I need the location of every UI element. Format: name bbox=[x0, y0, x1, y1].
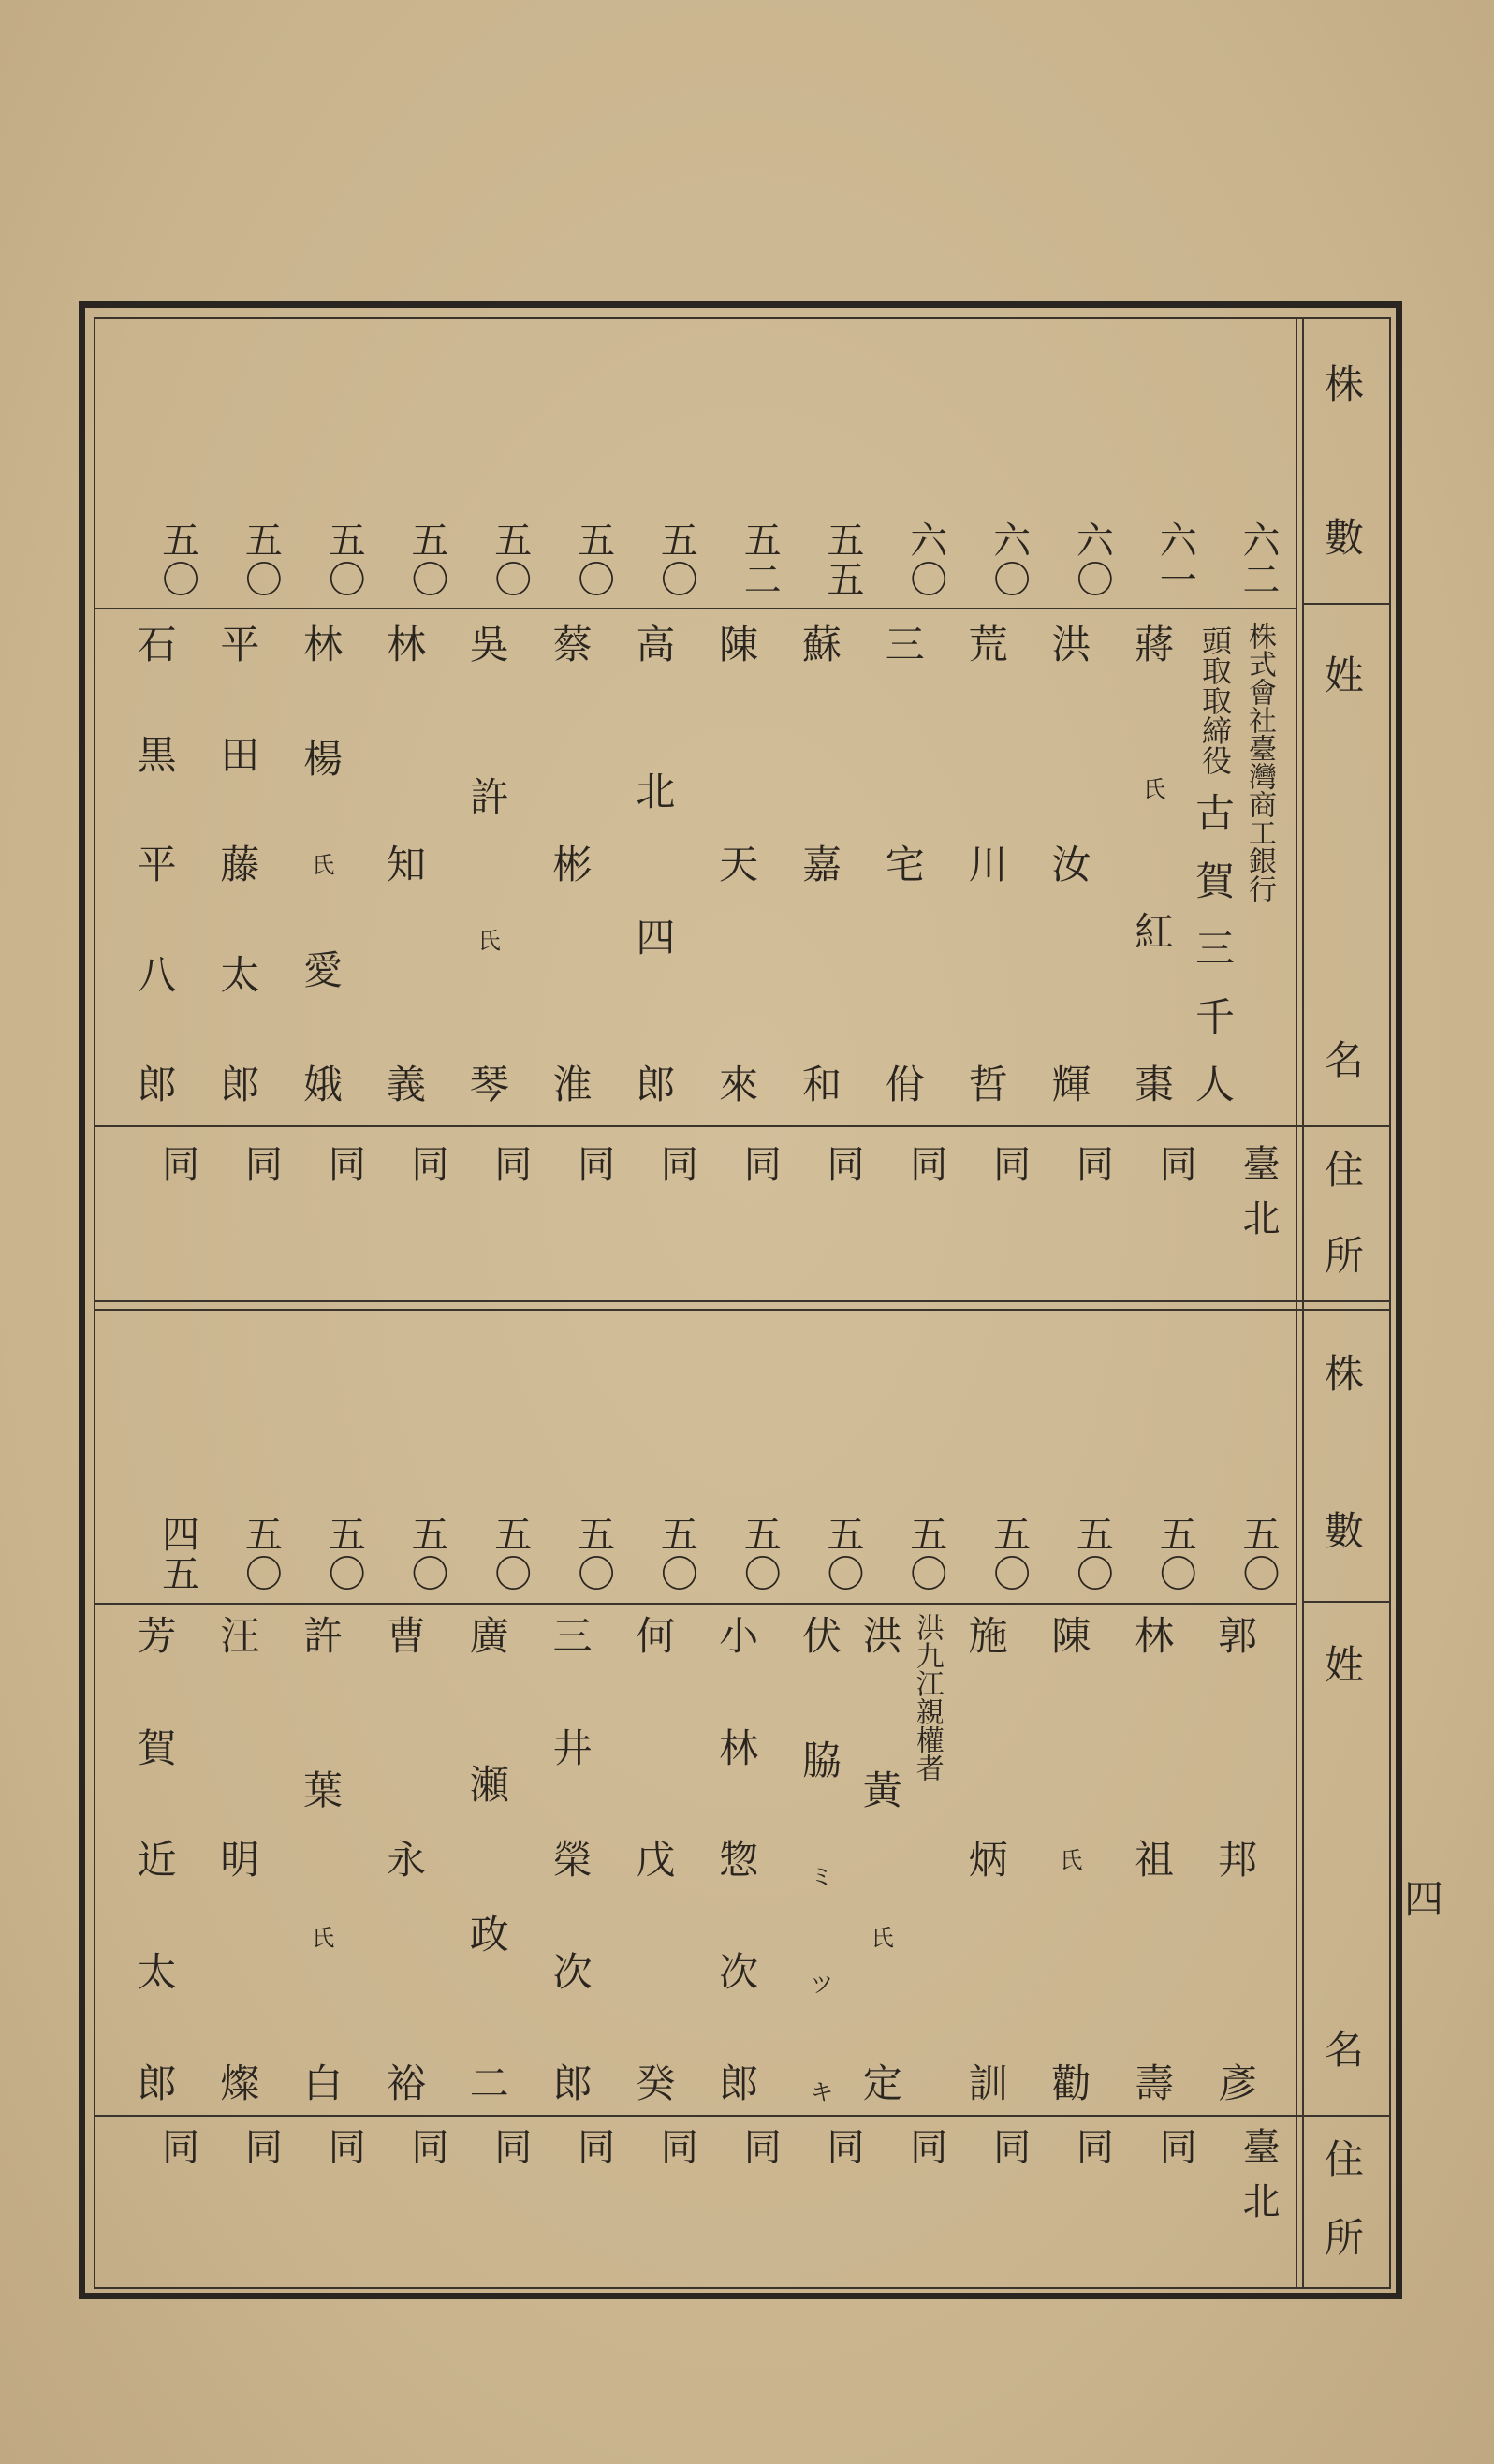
name-char: 三 bbox=[885, 622, 925, 667]
top-name-line bbox=[94, 1125, 1391, 1127]
share-count: 五〇 bbox=[405, 1515, 448, 1593]
shareholder-name bbox=[1032, 1613, 1110, 2106]
entry-note: 洪九江親權者 bbox=[910, 1613, 944, 1782]
name-char: 井 bbox=[552, 1724, 593, 1771]
name-char: 炳 bbox=[968, 1837, 1008, 1883]
share-count: 五〇 bbox=[1070, 1515, 1114, 1593]
address: 同 bbox=[821, 2127, 864, 2181]
header-divider bbox=[1296, 317, 1297, 2289]
name-char: キ bbox=[811, 2079, 833, 2105]
name-char: 氏 bbox=[871, 1924, 894, 1951]
share-count: 五〇 bbox=[654, 521, 698, 599]
shareholder-name bbox=[284, 1613, 362, 2106]
share-count: 五〇 bbox=[239, 1515, 283, 1593]
name-char: 彬 bbox=[552, 842, 593, 887]
name-char: 平 bbox=[220, 622, 260, 667]
share-count: 六〇 bbox=[987, 521, 1031, 599]
share-count: 五〇 bbox=[571, 521, 615, 599]
name-char: 汪 bbox=[220, 1613, 260, 1659]
name-char: 吳 bbox=[469, 622, 509, 667]
address: 同 bbox=[1070, 1144, 1114, 1198]
entry-note: 株式會社臺灣商工銀行 bbox=[1243, 622, 1276, 902]
header-address-2: 所 bbox=[1324, 1233, 1364, 1279]
header-divider-double bbox=[1302, 317, 1304, 2289]
name-char: 知 bbox=[386, 842, 426, 887]
header-shares-2: 數 bbox=[1324, 1508, 1364, 1554]
address: 同 bbox=[322, 1144, 366, 1198]
name-char: 佾 bbox=[885, 1062, 925, 1107]
name-char: 永 bbox=[386, 1837, 426, 1883]
name-char: 田 bbox=[220, 731, 260, 778]
shareholder-name bbox=[450, 622, 529, 1107]
address: 同 bbox=[155, 2127, 199, 2181]
address: 同 bbox=[987, 1144, 1031, 1198]
shareholder-name bbox=[616, 1613, 695, 2106]
name-char: 榮 bbox=[552, 1837, 593, 1883]
name-char: 氏 bbox=[477, 928, 501, 955]
name-char: 芳 bbox=[137, 1613, 177, 1659]
name-char: 裕 bbox=[386, 2061, 426, 2106]
name-char: 次 bbox=[552, 1948, 593, 1995]
share-count: 五〇 bbox=[903, 1515, 947, 1593]
name-char: 義 bbox=[386, 1062, 426, 1107]
address: 同 bbox=[1153, 2127, 1197, 2181]
address: 同 bbox=[239, 2127, 283, 2181]
shareholder-name bbox=[1115, 1613, 1194, 2106]
name-char: 北 bbox=[636, 768, 676, 814]
shareholder-name bbox=[783, 1613, 861, 2105]
name-char: 伏 bbox=[801, 1613, 842, 1659]
name-char: 川 bbox=[968, 842, 1008, 887]
address: 同 bbox=[987, 2127, 1031, 2181]
share-count: 五〇 bbox=[987, 1515, 1031, 1593]
name-char: 近 bbox=[137, 1837, 177, 1883]
name-char: 林 bbox=[303, 622, 344, 667]
name-char: 高 bbox=[636, 622, 676, 667]
name-char: 癸 bbox=[636, 2061, 676, 2106]
share-count: 五〇 bbox=[654, 1515, 698, 1593]
name-char: 林 bbox=[386, 622, 426, 667]
address: 同 bbox=[654, 1144, 698, 1198]
address: 同 bbox=[654, 2127, 698, 2181]
header-shares-1: 株 bbox=[1324, 361, 1364, 407]
name-char: 蔣 bbox=[1135, 622, 1175, 667]
share-count: 五〇 bbox=[1237, 1515, 1280, 1593]
header-address-2: 所 bbox=[1324, 2215, 1364, 2261]
name-char: 定 bbox=[862, 2060, 902, 2106]
name-char: 太 bbox=[137, 1948, 177, 1995]
address: 同 bbox=[903, 1144, 947, 1198]
name-char: 許 bbox=[303, 1613, 344, 1659]
name-chars bbox=[1194, 790, 1235, 1107]
name-char: 平 bbox=[137, 842, 177, 887]
name-char: 郎 bbox=[636, 1061, 676, 1107]
name-char: 葉 bbox=[303, 1767, 344, 1814]
shareholder-name bbox=[699, 1613, 778, 2106]
name-char: 人 bbox=[1194, 1062, 1235, 1107]
name-char: 古 bbox=[1194, 790, 1235, 836]
shareholder-name bbox=[200, 1613, 279, 2106]
name-char: 郎 bbox=[552, 2061, 593, 2106]
share-count: 五二 bbox=[738, 521, 782, 599]
name-char: 林 bbox=[719, 1724, 759, 1771]
name-char: 脇 bbox=[801, 1738, 842, 1783]
share-count: 五〇 bbox=[738, 1515, 782, 1593]
address: 同 bbox=[155, 1144, 199, 1198]
name-char: 和 bbox=[801, 1062, 842, 1107]
name-char: 三 bbox=[1194, 926, 1235, 972]
shareholder-name bbox=[367, 622, 446, 1107]
share-count: 五〇 bbox=[1153, 1515, 1197, 1593]
page-number: 四 bbox=[1404, 1876, 1444, 1922]
name-char: 郎 bbox=[137, 1062, 177, 1107]
share-count: 五〇 bbox=[322, 1515, 366, 1593]
name-char: 琴 bbox=[469, 1061, 509, 1107]
share-count: 五〇 bbox=[322, 521, 366, 599]
shareholder-name bbox=[534, 622, 612, 1107]
header-name-1: 姓 bbox=[1324, 653, 1364, 698]
name-char: 嘉 bbox=[801, 842, 842, 887]
section-separator-double bbox=[94, 1309, 1391, 1311]
name-char: 太 bbox=[220, 951, 260, 998]
name-char: 祖 bbox=[1135, 1837, 1175, 1883]
shareholder-name bbox=[949, 622, 1028, 1107]
shareholder-name bbox=[1032, 622, 1110, 1107]
name-char: 氏 bbox=[1060, 1847, 1083, 1873]
share-count: 五〇 bbox=[821, 1515, 864, 1593]
name-char: 惣 bbox=[719, 1837, 759, 1883]
shareholder-name bbox=[1115, 622, 1194, 1107]
name-char: 何 bbox=[636, 1613, 676, 1659]
header-name-2: 名 bbox=[1324, 1037, 1364, 1083]
name-char: ミ bbox=[811, 1864, 833, 1890]
shareholder-name bbox=[118, 622, 197, 1107]
address: 同 bbox=[571, 1144, 615, 1198]
name-char: 三 bbox=[552, 1613, 593, 1659]
name-char: 郎 bbox=[220, 1062, 260, 1107]
share-count: 六二 bbox=[1237, 521, 1280, 599]
name-char: 黃 bbox=[862, 1767, 902, 1814]
name-char: 紅 bbox=[1135, 909, 1175, 956]
share-count: 五〇 bbox=[571, 1515, 615, 1593]
name-char: 棗 bbox=[1135, 1061, 1175, 1107]
address: 同 bbox=[1153, 1144, 1197, 1198]
header-shares-2: 數 bbox=[1324, 515, 1364, 561]
header-address-1: 住 bbox=[1324, 2136, 1364, 2182]
address: 同 bbox=[405, 1144, 448, 1198]
shareholder-name bbox=[284, 622, 362, 1107]
name-char: 氏 bbox=[312, 1924, 335, 1951]
shareholder-name bbox=[1198, 1613, 1277, 2106]
name-char: 宅 bbox=[885, 842, 925, 887]
name-char: 廣 bbox=[469, 1613, 509, 1659]
shareholder-name bbox=[450, 1613, 529, 2106]
name-char: 輝 bbox=[1051, 1062, 1091, 1107]
name-char: 陳 bbox=[719, 622, 759, 667]
name-char: 千 bbox=[1194, 993, 1235, 1040]
header-name-2: 名 bbox=[1324, 2027, 1364, 2073]
share-count: 五〇 bbox=[405, 521, 448, 599]
name-char: 八 bbox=[137, 951, 177, 998]
share-count: 五〇 bbox=[155, 521, 199, 599]
share-count: 五五 bbox=[821, 521, 864, 599]
name-char: 瀬 bbox=[469, 1762, 509, 1809]
name-char: 施 bbox=[968, 1613, 1008, 1659]
name-char: 藤 bbox=[220, 842, 260, 887]
name-char: 蘇 bbox=[801, 622, 842, 667]
share-count: 六一 bbox=[1153, 521, 1197, 599]
top-shares-line bbox=[94, 608, 1296, 609]
entry-title: 頭取取締役 bbox=[1197, 625, 1233, 775]
name-char: 勸 bbox=[1051, 2061, 1091, 2106]
name-char: 蔡 bbox=[552, 622, 593, 667]
name-char: 政 bbox=[469, 1911, 509, 1958]
name-char: 氏 bbox=[1143, 775, 1166, 802]
share-count: 六〇 bbox=[1070, 521, 1114, 599]
shareholder-name bbox=[699, 622, 778, 1107]
bottom-header-line-1 bbox=[1304, 1601, 1391, 1603]
name-char: 石 bbox=[137, 622, 177, 667]
name-char: 許 bbox=[469, 773, 509, 820]
address: 臺北 bbox=[1237, 2127, 1280, 2236]
address: 同 bbox=[488, 1144, 532, 1198]
name-char: 彥 bbox=[1217, 2061, 1257, 2106]
header-address-1: 住 bbox=[1324, 1147, 1364, 1193]
name-char: 賀 bbox=[1194, 858, 1235, 904]
share-count: 五〇 bbox=[488, 1515, 532, 1593]
bottom-name-line bbox=[94, 2115, 1391, 2117]
name-char: 壽 bbox=[1135, 2061, 1175, 2106]
name-char: 陳 bbox=[1051, 1613, 1091, 1659]
address: 臺北 bbox=[1237, 1144, 1280, 1253]
name-char: 四 bbox=[636, 915, 676, 961]
share-count: 五〇 bbox=[239, 521, 283, 599]
name-char: 小 bbox=[719, 1613, 759, 1659]
name-char: 氏 bbox=[312, 852, 335, 878]
name-char: 戊 bbox=[636, 1837, 676, 1883]
shareholder-name bbox=[866, 622, 945, 1107]
name-char: 汝 bbox=[1051, 842, 1091, 887]
name-char: 楊 bbox=[303, 736, 344, 782]
name-char: 燦 bbox=[220, 2061, 260, 2106]
address: 同 bbox=[821, 1144, 864, 1198]
address: 同 bbox=[239, 1144, 283, 1198]
header-shares-1: 株 bbox=[1324, 1351, 1364, 1397]
name-char: 郭 bbox=[1217, 1613, 1257, 1659]
address: 同 bbox=[903, 2127, 947, 2181]
shareholder-name bbox=[616, 622, 695, 1107]
address: 同 bbox=[571, 2127, 615, 2181]
bottom-shares-line bbox=[94, 1603, 1296, 1605]
shareholder-name bbox=[118, 1613, 197, 2106]
name-char: 洪 bbox=[1051, 622, 1091, 667]
share-count: 六〇 bbox=[903, 521, 947, 599]
address: 同 bbox=[488, 2127, 532, 2181]
address: 同 bbox=[1070, 2127, 1114, 2181]
address: 同 bbox=[322, 2127, 366, 2181]
name-char: 次 bbox=[719, 1948, 759, 1995]
name-char: 郎 bbox=[137, 2061, 177, 2106]
address: 同 bbox=[738, 1144, 782, 1198]
name-char: 愛 bbox=[303, 947, 344, 993]
name-char: 娥 bbox=[303, 1062, 344, 1107]
section-separator bbox=[94, 1300, 1391, 1302]
name-char: 荒 bbox=[968, 622, 1008, 667]
share-count: 四五 bbox=[155, 1515, 199, 1593]
name-char: ツ bbox=[811, 1972, 833, 1998]
name-char: 曹 bbox=[386, 1613, 426, 1659]
address: 同 bbox=[738, 2127, 782, 2181]
name-char: 邦 bbox=[1217, 1837, 1257, 1883]
name-char: 賀 bbox=[137, 1724, 177, 1771]
name-char: 明 bbox=[220, 1837, 260, 1883]
name-char: 郎 bbox=[719, 2061, 759, 2106]
name-char: 哲 bbox=[968, 1062, 1008, 1107]
name-char: 訓 bbox=[968, 2061, 1008, 2106]
name-char: 洪 bbox=[862, 1613, 902, 1659]
name-char: 淮 bbox=[552, 1062, 593, 1107]
shareholder-name bbox=[783, 622, 861, 1107]
address: 同 bbox=[405, 2127, 448, 2181]
name-char: 林 bbox=[1135, 1613, 1175, 1659]
shareholder-name bbox=[949, 1613, 1028, 2106]
name-char: 來 bbox=[719, 1062, 759, 1107]
header-name-1: 姓 bbox=[1324, 1642, 1364, 1688]
name-char: 白 bbox=[303, 2060, 344, 2106]
share-count: 五〇 bbox=[488, 521, 532, 599]
shareholder-name bbox=[534, 1613, 612, 2106]
name-char: 天 bbox=[719, 842, 759, 887]
shareholder-name bbox=[200, 622, 279, 1107]
top-header-line-1 bbox=[1304, 603, 1391, 605]
name-char: 黒 bbox=[137, 731, 177, 778]
shareholder-name bbox=[367, 1613, 446, 2106]
name-char: 二 bbox=[469, 2060, 509, 2106]
